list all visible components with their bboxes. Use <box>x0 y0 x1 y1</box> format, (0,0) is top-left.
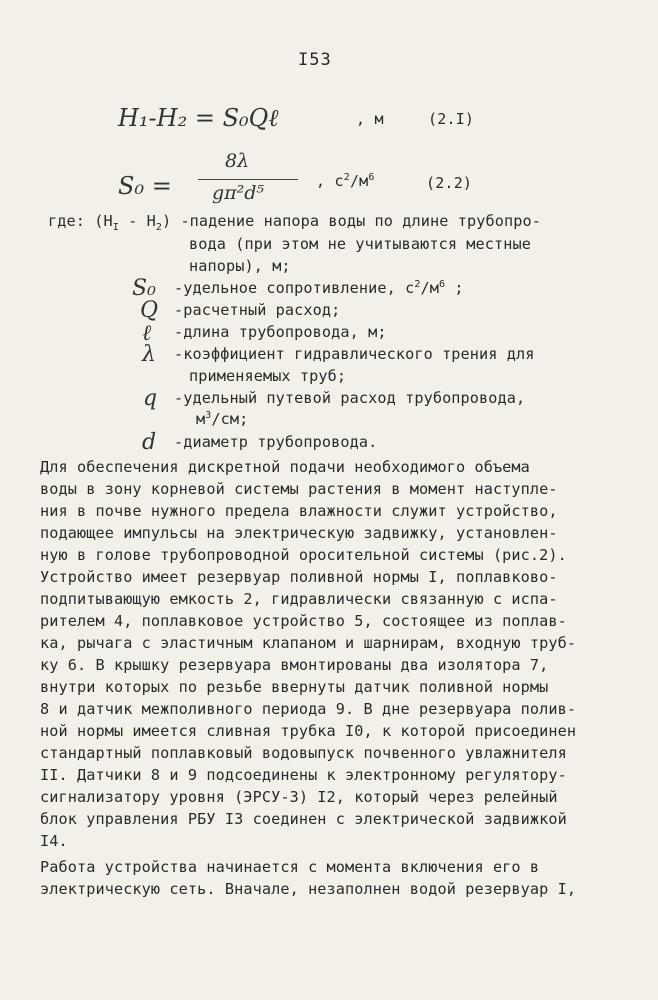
formula-1-number: (2.I) <box>428 110 475 128</box>
paragraph-2-line: электрическую сеть. Вначале, незаполнен водой резервуар I, <box>40 880 577 898</box>
paragraph-1-line: ку 6. В крышку резервуара вмонтированы два изолятора 7, <box>40 656 549 674</box>
symbol-diameter: d <box>142 430 157 455</box>
paragraph-1-line: стандартный поплавковый водовыпуск почвенного увлажнителя <box>40 744 567 762</box>
paragraph-1-line: сигнализатору уровня (ЭРСУ-3) I2, который через релейный <box>40 788 558 806</box>
definition-head-loss-cont2: напоры), м; <box>189 257 291 275</box>
paragraph-1-line: ную в голове трубопроводной оросительной системы (рис.2). <box>40 546 567 564</box>
fraction-bar <box>198 179 298 180</box>
paragraph-1-line: блок управления РБУ I3 соединен с электрической задвижкой <box>40 810 567 828</box>
paragraph-1-line: ния в почве нужного предела влажности служит устройство, <box>40 502 558 520</box>
formula-2-numerator: 8λ <box>225 150 250 172</box>
paragraph-1-line: воды в зону корневой системы растения в момент наступле- <box>40 480 558 498</box>
symbol-length: ℓ <box>142 321 152 346</box>
formula-2-denominator: gπ²d⁵ <box>212 182 265 204</box>
formula-2-unit: , $с^2/м^6$ <box>316 172 375 190</box>
formula-2-number: (2.2) <box>426 174 473 192</box>
definition-head-loss: где: $(H_I - H_2)$ -падение напора воды по длине трубопро- <box>48 212 541 234</box>
definition-path-flow: -удельный путевой расход трубопровода, <box>174 389 526 407</box>
paragraph-1-line: подающее импульсы на электрическую задвижку, установлен- <box>40 524 558 542</box>
paragraph-1-line: ка, рычага с эластичным клапаном и шарнирам, входную труб- <box>40 634 577 652</box>
paragraph-1-line: рителем 4, поплавковое устройство 5, состоящее из поплав- <box>40 612 567 630</box>
paragraph-1-line: подпитывающую емкость 2, гидравлически связанную с испа- <box>40 590 558 608</box>
definition-specific-resistance: -удельное сопротивление, $с^2/м^6$ ; <box>174 279 464 298</box>
paragraph-1-line: II. Датчики 8 и 9 подсоединены к электронному регулятору- <box>40 766 567 784</box>
paragraph-1-line: ной нормы имеется сливная трубка I0, к которой присоединен <box>40 722 577 740</box>
formula-1-expression: H₁-H₂ = S₀Qℓ <box>118 104 279 132</box>
formula-1-unit: , м <box>356 110 384 128</box>
symbol-q-path: q <box>143 386 158 411</box>
definition-friction-cont: применяемых труб; <box>189 367 347 385</box>
paragraph-1-line: I4. <box>40 832 68 850</box>
formula-2-lhs: S₀ = <box>118 172 172 200</box>
paragraph-1-line: Устройство имеет резервуар поливной нормы I, поплавково- <box>40 568 558 586</box>
definition-diameter: -диаметр трубопровода. <box>174 433 378 451</box>
definition-friction: -коэффициент гидравлического трения для <box>174 345 535 363</box>
definition-flow: -расчетный расход; <box>174 301 341 319</box>
symbol-q-flow: Q <box>140 298 159 323</box>
paragraph-1-line: Для обеспечения дискретной подачи необходимого объема <box>40 458 530 476</box>
page-number: I53 <box>298 50 332 70</box>
definition-length: -длина трубопровода, м; <box>174 323 387 341</box>
paragraph-1-line: 8 и датчик межполивного периода 9. В дне резервуара полив- <box>40 700 577 718</box>
paragraph-2-line: Работа устройства начинается с момента включения его в <box>40 858 540 876</box>
paragraph-1-line: внутри которых по резьбе ввернуты датчик поливной нормы <box>40 678 549 696</box>
symbol-s0: S₀ <box>132 276 156 301</box>
definition-path-flow-cont: $м^3/см$; <box>196 410 249 429</box>
symbol-lambda: λ <box>142 342 156 367</box>
definition-head-loss-cont1: вода (при этом не учитываются местные <box>189 235 532 253</box>
